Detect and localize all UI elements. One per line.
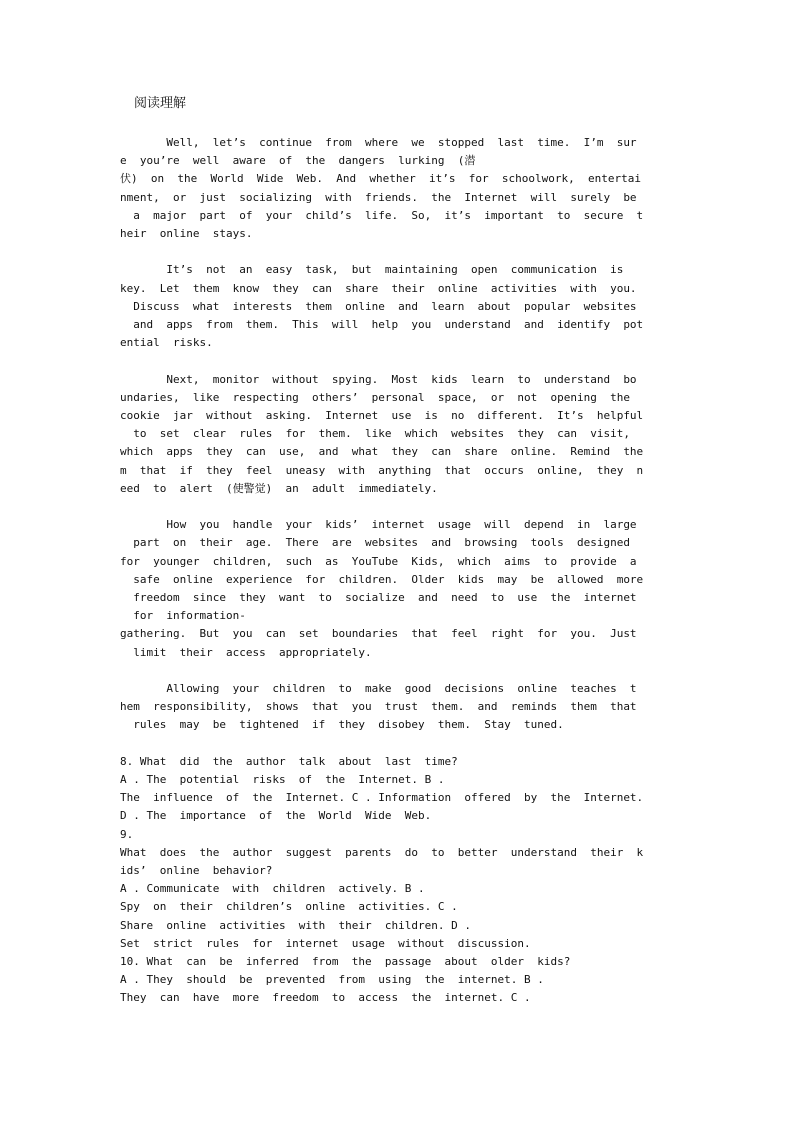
text-line: 伏) on the World Wide Web. And whether it’s for schoolwork, entertai (120, 172, 641, 186)
text-line: Well, let’s continue from where we stopped last time. I’m sur (120, 136, 637, 149)
text-line: cookie jar without asking. Internet use is no different. It’s helpful (120, 409, 644, 422)
text-line: Discuss what interests them online and learn about popular websites (120, 299, 637, 313)
text-line: safe online experience for children. Older kids may be allowed more (120, 572, 644, 586)
text-line: m that if they feel uneasy with anything that occurs online, they n (120, 463, 644, 477)
text-line: Spy on their children’s online activities. C . (120, 900, 458, 914)
text-line: eed to alert (使警觉) an adult immediately. (120, 481, 438, 495)
text-line: 9. (120, 827, 134, 841)
text-line: ids’ online behavior? (120, 864, 273, 877)
text-line: undaries, like respecting others’ personal space, or not opening the (120, 390, 630, 404)
text-line: a major part of your child’s life. So, it’s important to secure t (120, 208, 644, 222)
text-line: nment, or just socializing with friends. the Internet will surely be (120, 190, 637, 204)
text-line: A . They should be prevented from using the internet. B . (120, 973, 544, 987)
text-line: rules may be tightened if they disobey them. Stay tuned. (120, 718, 564, 732)
text-line: which apps they can use, and what they can share online. Remind the (120, 445, 644, 459)
text-line: Next, monitor without spying. Most kids learn to understand bo (120, 372, 637, 386)
text-line: The influence of the Internet. C . Information offered by the Internet. (120, 791, 644, 805)
text-line: limit their access appropriately. (120, 645, 372, 659)
text-line: ential risks. (120, 336, 213, 350)
text-line: for younger children, such as YouTube Kids, which aims to provide a (120, 554, 637, 568)
text-line: e you’re well aware of the dangers lurking (潜 (120, 154, 476, 168)
text-line: What does the author suggest parents do to better understand their k (120, 845, 644, 859)
text-line: gathering. But you can set boundaries that feel right for you. Just (120, 627, 637, 641)
text-line: for information- (120, 609, 246, 623)
page-title: 阅读理解 (134, 96, 187, 111)
text-line: freedom since they want to socialize and need to use the internet (120, 591, 637, 604)
text-line: heir online stays. (120, 227, 253, 240)
text-line: and apps from them. This will help you understand and identify pot (120, 318, 644, 331)
text-line: hem responsibility, shows that you trust them. and reminds them that (120, 700, 637, 714)
text-line: A . Communicate with children actively. B . (120, 882, 425, 896)
text-line: A . The potential risks of the Internet. B . (120, 773, 445, 786)
text-line: 10. What can be inferred from the passage about older kids? (120, 955, 571, 968)
text-line: to set clear rules for them. like which websites they can visit, (120, 427, 630, 441)
text-line: 8. What did the author talk about last time? (120, 754, 458, 768)
text-line: Share online activities with their children. D . (120, 918, 471, 932)
text-line: key. Let them know they can share their online activities with you. (120, 281, 637, 295)
text-line: part on their age. There are websites and browsing tools designed (120, 536, 630, 550)
text-line: How you handle your kids’ internet usage will depend in large (120, 518, 637, 532)
text-line: They can have more freedom to access the internet. C . (120, 991, 531, 1005)
text-line: It’s not an easy task, but maintaining open communication is (120, 263, 624, 277)
text-line: Allowing your children to make good decisions online teaches t (120, 682, 637, 695)
text-line: Set strict rules for internet usage without discussion. (120, 936, 531, 950)
text-line: D . The importance of the World Wide Web. (120, 809, 432, 823)
